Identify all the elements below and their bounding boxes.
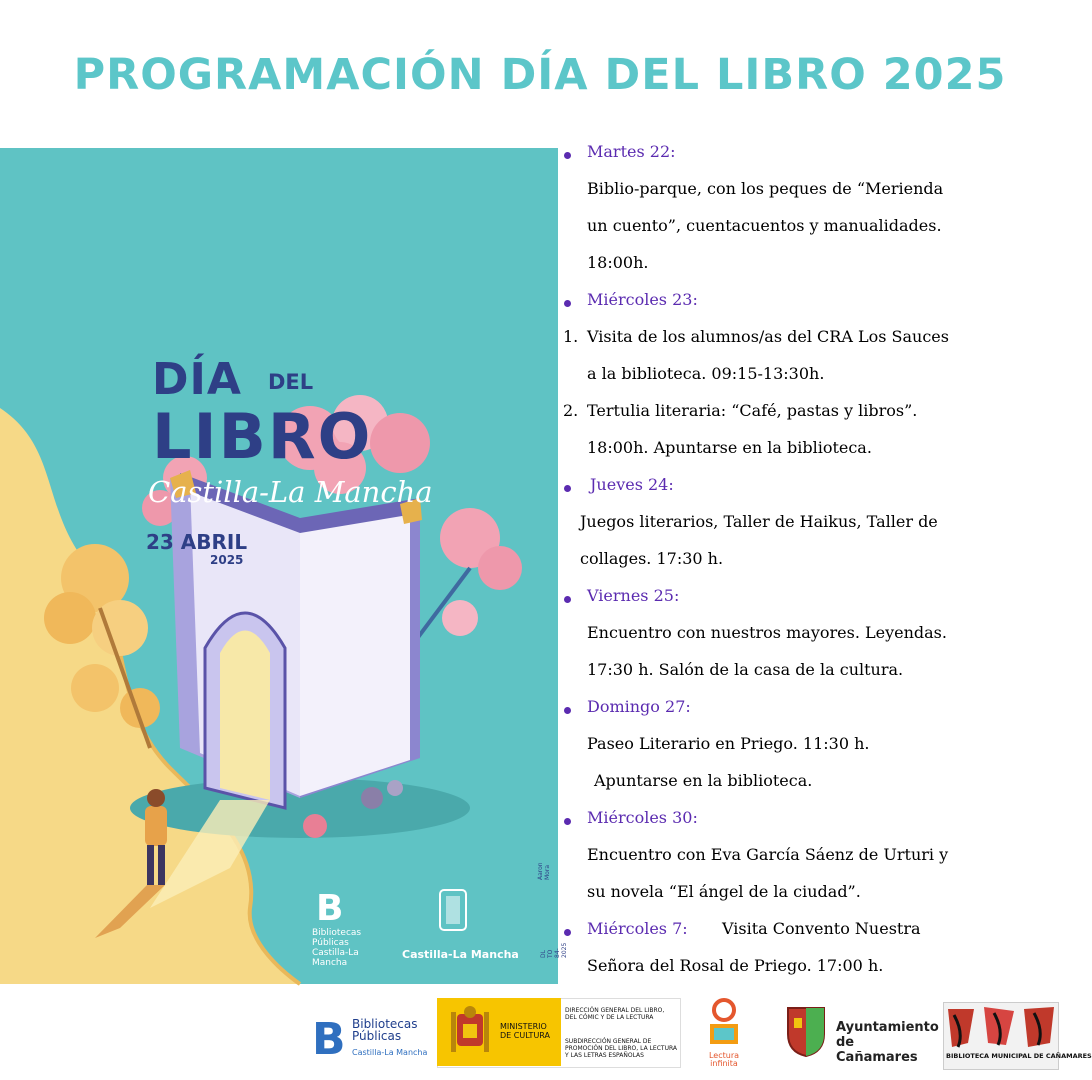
day-miercoles-30: Miércoles 30: (587, 808, 698, 827)
poster-dia: DÍA (152, 354, 242, 405)
day-martes: Martes 22: (587, 142, 676, 161)
martes-line-3: 18:00h. (587, 253, 649, 272)
direccion-general-label: DIRECCIÓN GENERAL DEL LIBRO, DEL CÓMIC Y DE LA LECTURA (565, 1007, 665, 1021)
miercoles-23-number-1: 1. (563, 327, 579, 346)
poster-artist: Aaron Mora (537, 862, 551, 880)
subdireccion-label: SUBDIRECCIÓN GENERAL DE PROMOCIÓN DEL LIBRO, LA LECTURA Y LAS LETRAS ESPAÑOLAS (565, 1038, 677, 1059)
miercoles-23-number-2: 2. (563, 401, 579, 420)
day-domingo: Domingo 27: (587, 697, 691, 716)
miercoles-23-item-1-line-2: a la biblioteca. 09:15-13:30h. (587, 364, 825, 383)
miercoles-23-item-2-line-2: 18:00h. Apuntarse en la biblioteca. (587, 438, 872, 457)
bullet-martes (564, 152, 571, 159)
day-miercoles-7: Miércoles 7: (587, 919, 688, 938)
bullet-miercoles-23 (564, 300, 571, 307)
ayuntamiento-label: Ayuntamiento de Cañamares (836, 1020, 939, 1065)
poster-legal-deposit: DL TO 84-2025 (540, 942, 568, 958)
martes-line-1: Biblio-parque, con los peques de “Merienda (587, 179, 944, 198)
viernes-line-1: Encuentro con nuestros mayores. Leyendas. (587, 623, 947, 642)
poster-illustration (0, 148, 558, 984)
biblioteca-municipal-label: BIBLIOTECA MUNICIPAL DE CAÑAMARES (946, 1052, 1092, 1060)
bibliotecas-publicas-logo-icon: B (312, 1014, 346, 1065)
poster (0, 148, 568, 984)
miercoles-30-line-2: su novela “El ángel de la ciudad”. (587, 882, 861, 901)
poster-libro: LIBRO (152, 400, 373, 473)
lectura-infinita-logo-icon (704, 996, 744, 1048)
lectura-infinita-label: Lectura infinita (708, 1051, 740, 1068)
day-jueves: Jueves 24: (590, 475, 674, 494)
bullet-jueves (564, 485, 571, 492)
canamares-coat-of-arms-icon (784, 1004, 828, 1058)
martes-line-2: un cuento”, cuentacuentos y manualidades. (587, 216, 942, 235)
poster-bibliotecas-logo-icon: B (316, 888, 344, 929)
poster-clm-label: Castilla-La Mancha (402, 948, 519, 961)
page-title: PROGRAMACIÓN DÍA DEL LIBRO 2025 (73, 50, 1007, 100)
domingo-line-1: Paseo Literario en Priego. 11:30 h. (587, 734, 870, 753)
jueves-line-1: Juegos literarios, Taller de Haikus, Taller de (580, 512, 938, 531)
miercoles-7-line-2: Señora del Rosal de Priego. 17:00 h. (587, 956, 884, 975)
poster-year: 2025 (210, 553, 244, 567)
bibliotecas-publicas-subtitle: Castilla-La Mancha (352, 1048, 428, 1057)
poster-region: Castilla-La Mancha (148, 475, 433, 509)
miercoles-23-item-1-line-1: Visita de los alumnos/as del CRA Los Sauces (587, 327, 949, 346)
spain-coat-of-arms-icon (445, 1004, 495, 1060)
poster-del: DEL (268, 370, 314, 394)
ministerio-label: MINISTERIO DE CULTURA (500, 1022, 551, 1040)
day-miercoles-23: Miércoles 23: (587, 290, 698, 309)
jueves-line-2: collages. 17:30 h. (580, 549, 724, 568)
viernes-line-2: 17:30 h. Salón de la casa de la cultura. (587, 660, 904, 679)
poster-date: 23 ABRIL (146, 530, 248, 554)
day-viernes: Viernes 25: (587, 586, 680, 605)
poster-bibliotecas-label: Bibliotecas Públicas Castilla-La Mancha (312, 928, 362, 968)
bibliotecas-publicas-title: Bibliotecas Públicas (352, 1017, 418, 1043)
domingo-line-2: Apuntarse en la biblioteca. (594, 771, 813, 790)
bullet-viernes (564, 596, 571, 603)
miercoles-23-item-2-line-1: Tertulia literaria: “Café, pastas y libros”. (587, 401, 918, 420)
miercoles-30-line-1: Encuentro con Eva García Sáenz de Urturi y (587, 845, 949, 864)
bullet-domingo (564, 707, 571, 714)
bullet-miercoles-30 (564, 818, 571, 825)
bullet-miercoles-7 (564, 929, 571, 936)
miercoles-7-line-1: Visita Convento Nuestra (722, 919, 921, 938)
